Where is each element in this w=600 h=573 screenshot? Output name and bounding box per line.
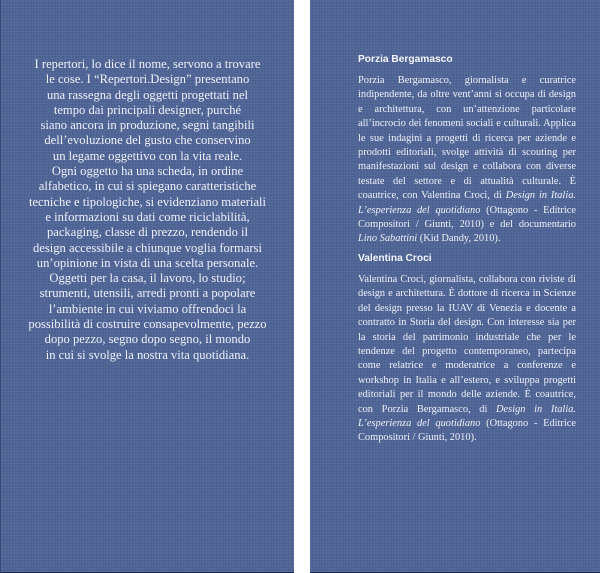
blurb-line: packaging, classe di prezzo, rendendo il <box>46 225 249 240</box>
author-bio-valentina-croci <box>358 253 576 446</box>
blurb-line: dopo pezzo, segno dopo segno, il mondo <box>44 332 251 347</box>
author-bio-porzia-bergamasco <box>358 54 576 247</box>
blurb-line: possibilità di costruire consapevolmente, pezzo <box>28 317 267 332</box>
author-name: Valentina Croci <box>358 253 432 264</box>
blurb-line: Ogni oggetto ha una scheda, in ordine <box>51 164 244 179</box>
book-title: Design in Italia. L’esperienza del quotidiano <box>358 403 576 430</box>
bio-text: Porzia Bergamasco, giornalista e curatrice indipendente, da oltre vent’anni si occupa di design e architettura, con un’attenzione particolare all’incrocio dei fenomeni sociali e culturali. Applica le sue indagini a progetti di ricerca per aziende e prodotti editoriali, svolge attività di scouting per manifestazioni sul design e collabora con diverse testate del settore e di attualità culturale. È coautrice, con Valentina Croci, di <box>358 75 576 202</box>
blurb-line: le cose. I “Repertori.Design” presentano <box>45 72 250 87</box>
blurb-line: Oggetti per la casa, il lavoro, lo studio; <box>49 271 246 286</box>
left-cover-panel <box>0 0 294 573</box>
author-bio <box>358 74 576 247</box>
blurb-line: e informazioni su dati come riciclabilità, <box>45 209 250 224</box>
blurb-line: una rassegna degli oggetti progettati nel <box>46 87 249 102</box>
author-name: Porzia Bergamasco <box>358 54 453 65</box>
blurb-line: siano ancora in produzione, segni tangibili <box>40 118 255 133</box>
blurb-line: tempo dai principali designer, purché <box>53 102 242 117</box>
blurb-line: strumenti, utensili, arredi pronti a popolare <box>39 286 256 301</box>
author-bio <box>358 273 576 446</box>
blurb-line: dell’evoluzione del gusto che conservino <box>44 133 251 148</box>
bio-text: (Ottagono - Editrice Compositori / Giunti, 2010) e del documentario <box>358 204 576 231</box>
blurb-line: design accessibile a chiunque voglia formarsi <box>32 240 263 255</box>
bio-text: Valentina Croci, giornalista, collabora con riviste di design e architettura. È dottore di ricerca in Scienze del design presso la IUAV di Venezia e docente a contratto in Storia del design. Con interesse sia per la storia del patrimonio industriale che per le tendenze del progetto contemporaneo, partecipa come relatrice e moderatrice a conferenze e workshop in Italia e all’estero, e sviluppa progetti editoriali per il mondo delle aziende. È coautrice, con Porzia Bergamasco, di <box>358 274 576 415</box>
book-title: Design in Italia. L’esperienza del quotidiano <box>358 190 576 216</box>
series-description <box>25 57 270 363</box>
blurb-line: I repertori, lo dice il nome, servono a trovare <box>34 57 261 71</box>
blurb-line: tecniche e tipologiche, si evidenziano materiali <box>28 194 267 209</box>
blurb-line: in cui si svolge la nostra vita quotidiana. <box>45 347 250 362</box>
bio-text: (Ottagono - Editrice Compositori / Giunti, 2010). <box>358 418 576 444</box>
blurb-line: un’opinione in vista di una scelta personale. <box>36 255 259 270</box>
right-cover-panel <box>310 0 600 573</box>
film-title: Lino Sabattini <box>358 233 418 245</box>
blurb-line: un legame oggettivo con la vita reale. <box>52 148 243 163</box>
bio-text: (Kid Dandy, 2010). <box>417 233 501 245</box>
blurb-line: alfabetico, in cui si spiegano caratteristiche <box>38 179 257 194</box>
blurb-line: l’ambiente in cui viviamo offrendoci la <box>48 301 247 316</box>
